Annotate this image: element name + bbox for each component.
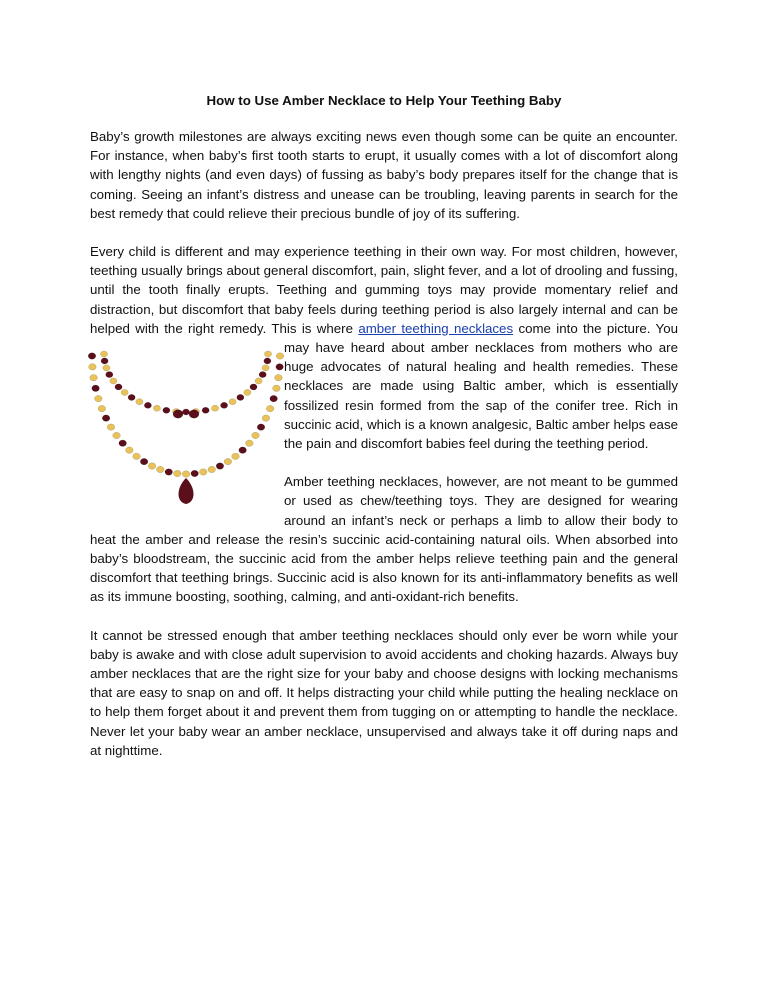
inner-bead [103,365,110,371]
inner-bead [106,372,113,378]
inner-bead [264,358,271,364]
inner-bead [262,365,269,371]
outer-bead [246,440,254,446]
inner-bead [250,384,257,390]
outer-bead [107,424,115,430]
center-bead [173,410,183,419]
inner-bead [244,389,251,395]
outer-bead [88,353,96,359]
outer-bead [113,432,121,438]
outer-bead [232,453,240,459]
document-title: How to Use Amber Necklace to Help Your Teething Baby [206,93,562,108]
outer-bead [276,353,284,359]
outer-bead [182,471,190,477]
outer-bead [89,364,97,370]
inner-bead [144,402,151,408]
outer-bead [199,469,207,475]
outer-bead [266,405,274,411]
outer-bead [275,374,283,380]
inner-bead [153,405,160,411]
inner-bead [229,399,236,405]
inner-bead [221,402,228,408]
inner-bead [115,384,122,390]
inner-bead [163,407,170,413]
inner-bead [110,378,117,384]
center-bead [189,410,199,419]
inner-bead [202,407,209,413]
outer-bead [165,469,173,475]
inner-bead [121,389,128,395]
amber-teething-necklaces-link[interactable]: amber teething necklaces [358,320,514,336]
inner-bead [211,405,218,411]
outer-bead [174,470,182,476]
outer-bead [262,415,270,421]
paragraph-safety: It cannot be stressed enough that amber teething necklaces should only ever be worn while your baby is awake and with close adult supervision to avoid accidents and choking hazards. Always buy amber necklaces that are the right size for your baby and choose designs with locking mechanisms that are easy to snap on and off. It helps distracting your child while putting the healing necklace on to help them forget about it and prevent them from tugging on or attempting to handle the necklace. Never let your baby wear an amber necklace, unsupervised and always take it off during naps and at nighttime. [90,627,678,758]
inner-bead [100,351,107,357]
outer-bead [95,395,103,401]
paragraph-teething-text-b: come into the picture. You may have heard about amber necklaces from mothers who are huge advocates of natural healing and health remedies. These necklaces are made using Baltic amber, which is essentially fossilized resin formed from the sap of the conifer tree. Rich in succinic acid, which is a known analgesic, Baltic amber helps ease the pain and discomfort babies feel during the teething period. [284,320,678,452]
outer-bead [119,440,127,446]
paragraph-intro: Baby’s growth milestones are always exciting news even though some can be quite an encounter. For instance, when baby’s first tooth starts to erupt, it usually comes with a lot of discomfort along with lengthy nights (and even days) of fussing as baby’s body prepares itself for the change that is coming. Seeing an infant’s distress and unease can be troubling, leaving parents in search for the best remedy that could relieve their precious bundle of joy of its suffering. [90,129,678,221]
outer-bead [224,458,232,464]
inner-bead [182,409,189,415]
outer-bead [273,385,281,391]
outer-bead [140,458,148,464]
paragraph-usage: Amber teething necklaces, however, are not meant to be gummed or used as chew/teething toys. They are designed for wearing around an infant’s neck or perhaps a limb to allow their body to heat the amber and release the resin’s succinic acid-containing natural oils. When absorbed into baby’s bloodstream, the succinic acid from the amber helps relieve teething pain and the general discomfort that teething brings. Succinic acid is also known for its anti-inflammatory benefits as well as its immune boosting, soothing, calming, and anti-oxidant-rich benefits. [90,474,678,605]
outer-bead [252,432,260,438]
inner-bead [128,394,135,400]
paragraph-teething-text-a: Every child is different and may experience teething in their own way. For most children, however, teething usually brings about general discomfort, pain, slight fever, and a lot of drooling and fussing, until the tooth finally erupts. Teething and gumming toys may provide momentary relief and distraction, but discomfort that baby feels during teething period is also largely internal and can be helped with the right remedy. This is where [90,244,678,336]
outer-bead [156,466,164,472]
outer-bead [133,453,141,459]
pendant-drop [179,478,194,504]
outer-bead [148,463,156,469]
outer-bead [98,405,106,411]
amber-necklace-image [88,342,284,520]
outer-bead [90,374,98,380]
inner-bead [237,394,244,400]
document-page [90,92,678,760]
outer-bead [92,385,100,391]
inner-bead [259,372,266,378]
inner-bead [136,399,143,405]
inner-bead [264,351,271,357]
inner-bead [101,358,108,364]
outer-bead [216,463,224,469]
outer-bead [276,364,284,370]
outer-bead [191,470,199,476]
outer-bead [270,395,278,401]
outer-bead [257,424,265,430]
paragraph-teething [90,242,678,453]
inner-bead [255,378,262,384]
outer-bead [239,447,247,453]
outer-bead [102,415,110,421]
outer-bead [126,447,134,453]
outer-bead [208,466,216,472]
